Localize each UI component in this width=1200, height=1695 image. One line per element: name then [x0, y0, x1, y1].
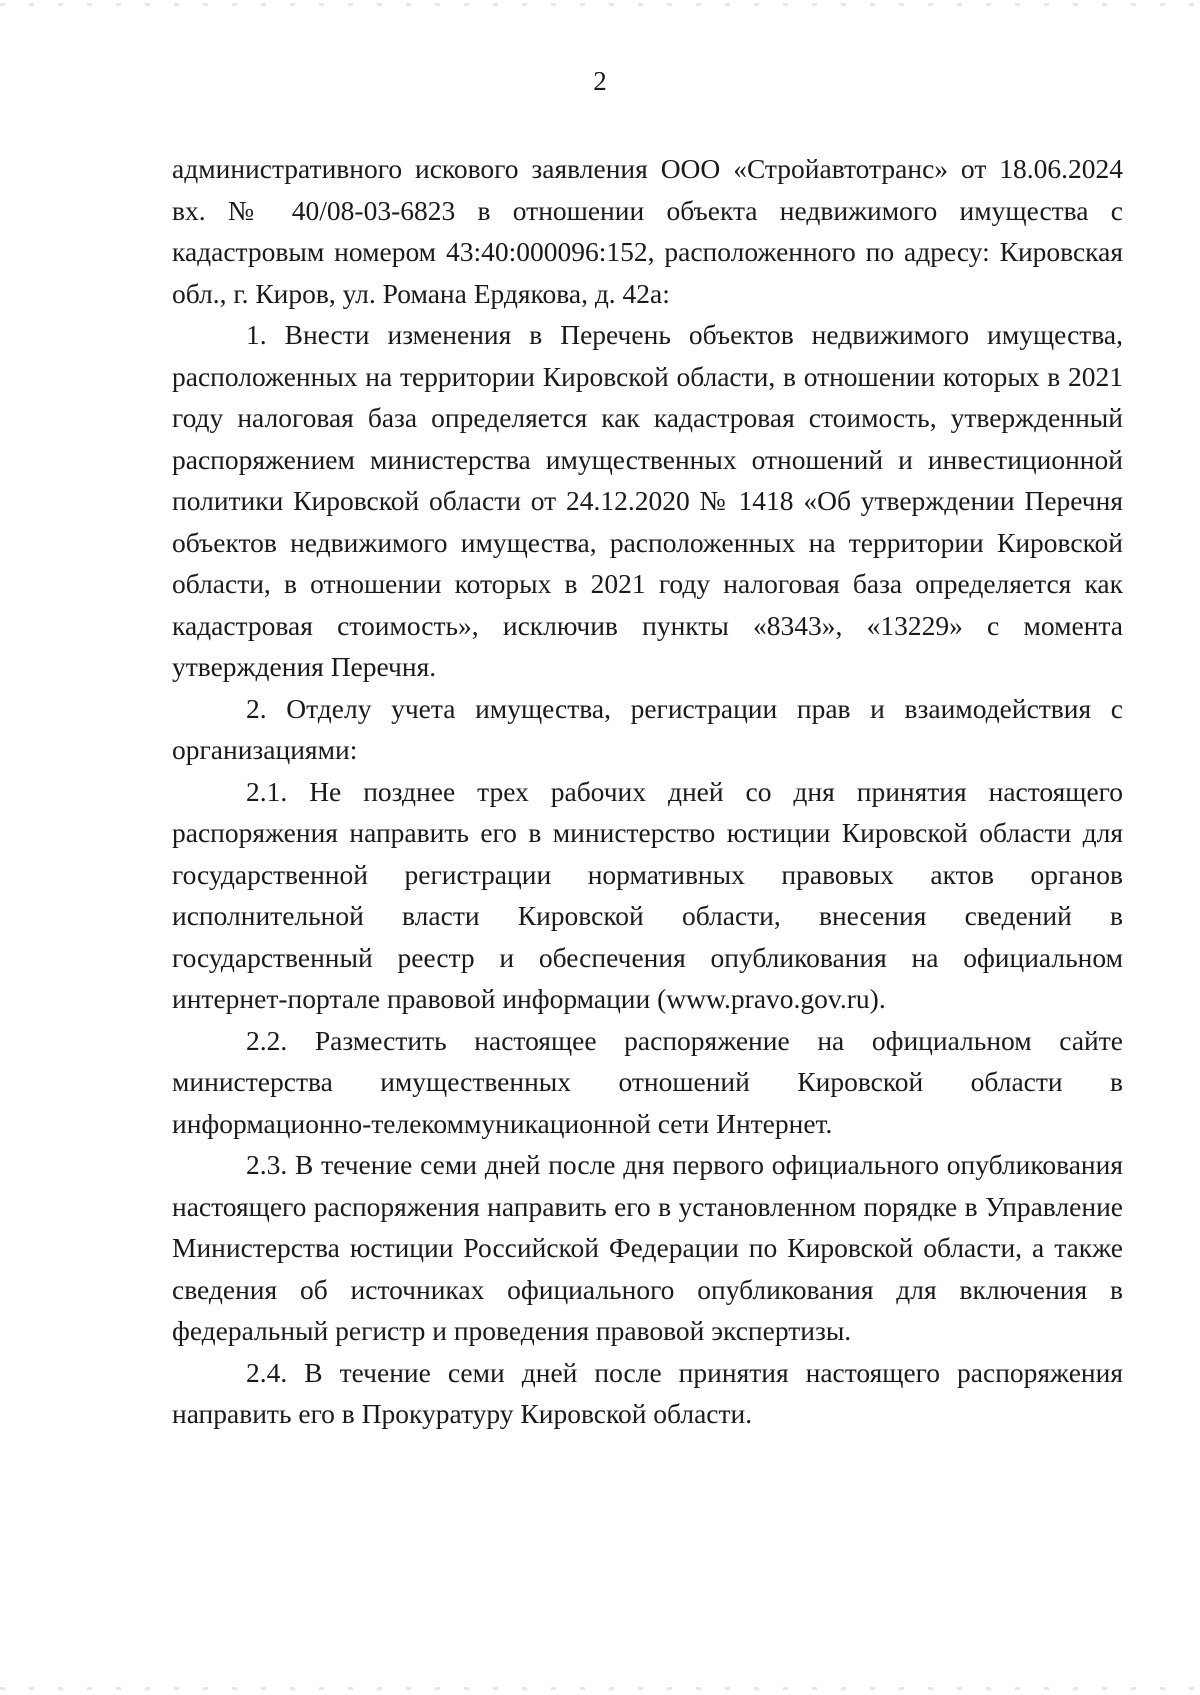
paragraph-item-2-3: 2.3. В течение семи дней после дня первого официального опубликования настоящего распоряжения направить его в установленном порядке в Управление Министерства юстиции Российской Федерации по Кировской области, а также сведения об источниках официального опубликования для включения в федеральный регистр и проведения правовой экспертизы. — [172, 1149, 1123, 1346]
scan-edge-bottom — [0, 1687, 1200, 1690]
paragraph-item-2-4: 2.4. В течение семи дней после принятия настоящего распоряжения направить его в Прокуратуру Кировской области. — [172, 1356, 1123, 1429]
document-body — [172, 148, 1123, 1435]
page-number: 2 — [593, 66, 607, 96]
paragraph-continuation: административного искового заявления ООО «Стройавтотранс» от 18.06.2024 вх. № 40/08-03-6823 в отношении объекта недвижимого имущества с кадастровым номером 43:40:000096:152, расположенного по адресу: Кировская обл., г. Киров, ул. Романа Ердякова, д. 42а: — [172, 153, 1123, 309]
paragraph-item-2: 2. Отделу учета имущества, регистрации прав и взаимодействия с организациями: — [172, 692, 1123, 765]
paragraph-item-2-2: 2.2. Разместить настоящее распоряжение на официальном сайте министерства имущественных отношений Кировской области в информационно-телекоммуникационной сети Интернет. — [172, 1024, 1123, 1139]
scan-edge-top — [0, 3, 1200, 6]
paragraph-item-2-1: 2.1. Не позднее трех рабочих дней со дня принятия настоящего распоряжения направить его в министерство юстиции Кировской области для государственной регистрации нормативных правовых актов органов исполнительной власти Кировской области, внесения сведений в государственный реестр и обеспечения опубликования на официальном интернет-портале правовой информации (www.pravo.gov.ru). — [172, 775, 1123, 1014]
paragraph-item-1: 1. Внести изменения в Перечень объектов недвижимого имущества, расположенных на территории Кировской области, в отношении которых в 2021 году налоговая база определяется как кадастровая стоимость, утвержденный распоряжением министерства имущественных отношений и инвестиционной политики Кировской области от 24.12.2020 № 1418 «Об утверждении Перечня объектов недвижимого имущества, расположенных на территории Кировской области, в отношении которых в 2021 году налоговая база определяется как кадастровая стоимость», исключив пункты «8343», «13229» с момента утверждения Перечня. — [172, 319, 1123, 682]
